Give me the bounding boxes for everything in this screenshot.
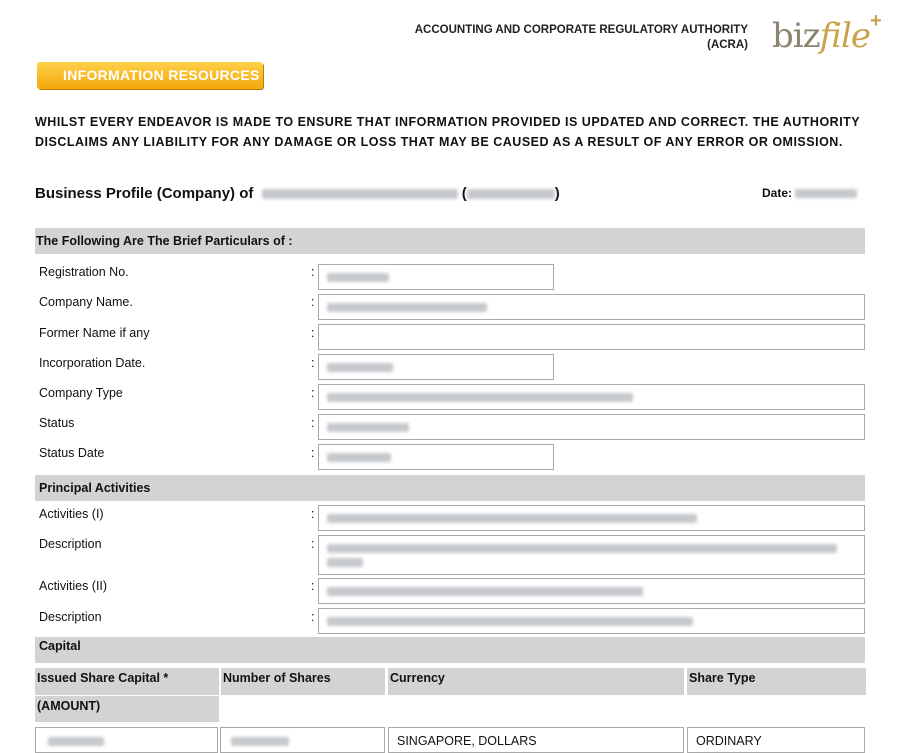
colon: : bbox=[311, 295, 315, 309]
colon: : bbox=[311, 265, 315, 279]
redacted-value bbox=[327, 303, 487, 312]
former-name-field bbox=[318, 324, 865, 350]
redacted-value-line2 bbox=[327, 558, 363, 567]
colon: : bbox=[311, 386, 315, 400]
profile-close-paren: ) bbox=[554, 185, 560, 202]
redacted-value bbox=[327, 514, 697, 523]
report-date bbox=[762, 186, 857, 200]
redacted-value bbox=[327, 587, 643, 596]
colon: : bbox=[311, 579, 315, 593]
redacted-value bbox=[327, 273, 389, 282]
company-name-field bbox=[318, 294, 865, 320]
redacted-company-name bbox=[262, 189, 458, 199]
redacted-value-line1 bbox=[327, 544, 837, 553]
redacted-registration-no bbox=[467, 189, 555, 199]
colon: : bbox=[311, 507, 315, 521]
cell-currency: SINGAPORE, DOLLARS bbox=[388, 727, 684, 753]
date-label: Date: bbox=[762, 186, 793, 200]
cell-issued-share-capital bbox=[35, 727, 218, 753]
label-company-type: Company Type bbox=[39, 386, 123, 400]
authority-name bbox=[415, 23, 748, 53]
col-share-type: Share Type bbox=[687, 668, 866, 695]
activities-1-field bbox=[318, 505, 865, 531]
label-former-name: Former Name if any bbox=[39, 326, 150, 340]
activities-2-field bbox=[318, 578, 865, 604]
label-description-1: Description bbox=[39, 537, 102, 551]
capital-header: Capital bbox=[35, 637, 865, 663]
colon: : bbox=[311, 416, 315, 430]
label-incorporation-date: Incorporation Date. bbox=[39, 356, 146, 370]
redacted-value bbox=[327, 453, 391, 462]
authority-name-line1: ACCOUNTING AND CORPORATE REGULATORY AUTHORITY bbox=[414, 24, 748, 36]
information-resources-button[interactable]: INFORMATION RESOURCES bbox=[37, 62, 263, 89]
label-company-name: Company Name. bbox=[39, 295, 133, 309]
label-status-date: Status Date bbox=[39, 446, 105, 460]
bizfile-logo bbox=[770, 12, 890, 62]
col-amount-subheader: (AMOUNT) bbox=[35, 696, 219, 722]
incorporation-date-field bbox=[318, 354, 554, 380]
disclaimer-line1: WHILST EVERY ENDEAVOR IS MADE TO ENSURE THAT INFORMATION PROVIDED IS UPDATED AND CORRECT. THE AUTHORITY bbox=[35, 115, 861, 129]
redacted-value bbox=[327, 617, 693, 626]
profile-title bbox=[35, 185, 560, 202]
logo-text-biz: biz bbox=[772, 16, 820, 56]
label-activities-2: Activities (II) bbox=[39, 579, 108, 593]
colon: : bbox=[311, 326, 315, 340]
principal-activities-header: Principal Activities bbox=[35, 475, 865, 501]
profile-title-text: Business Profile (Company) of bbox=[35, 185, 254, 202]
status-field bbox=[318, 414, 865, 440]
col-number-of-shares: Number of Shares bbox=[221, 668, 385, 695]
label-description-2: Description bbox=[39, 610, 102, 624]
redacted-date bbox=[795, 189, 857, 198]
label-activities-1: Activities (I) bbox=[39, 507, 104, 521]
col-issued-share-capital: Issued Share Capital * bbox=[35, 668, 219, 695]
particulars-header: The Following Are The Brief Particulars of : bbox=[35, 228, 865, 254]
cell-number-of-shares bbox=[220, 727, 385, 753]
redacted-value bbox=[48, 737, 104, 746]
description-2-field bbox=[318, 608, 865, 634]
cell-share-type: ORDINARY bbox=[687, 727, 865, 753]
registration-no-field bbox=[318, 264, 554, 290]
disclaimer-line2: DISCLAIMS ANY LIABILITY FOR ANY DAMAGE OR LOSS THAT MAY BE CAUSED AS A RESULT OF ANY ERROR OR OMISSION. bbox=[35, 135, 843, 149]
description-1-field bbox=[318, 535, 865, 575]
disclaimer bbox=[35, 112, 865, 152]
redacted-value bbox=[327, 393, 633, 402]
company-type-field bbox=[318, 384, 865, 410]
col-currency: Currency bbox=[388, 668, 684, 695]
colon: : bbox=[311, 537, 315, 551]
profile-open-paren: ( bbox=[461, 185, 467, 202]
redacted-value bbox=[327, 363, 393, 372]
redacted-value bbox=[327, 423, 409, 432]
logo-text-file: file bbox=[819, 16, 871, 56]
authority-name-line2: (ACRA) bbox=[707, 39, 748, 51]
logo-plus-icon: + bbox=[870, 10, 882, 32]
colon: : bbox=[311, 446, 315, 460]
redacted-value bbox=[231, 737, 289, 746]
label-status: Status bbox=[39, 416, 75, 430]
colon: : bbox=[311, 356, 315, 370]
colon: : bbox=[311, 610, 315, 624]
label-registration-no: Registration No. bbox=[39, 265, 129, 279]
status-date-field bbox=[318, 444, 554, 470]
